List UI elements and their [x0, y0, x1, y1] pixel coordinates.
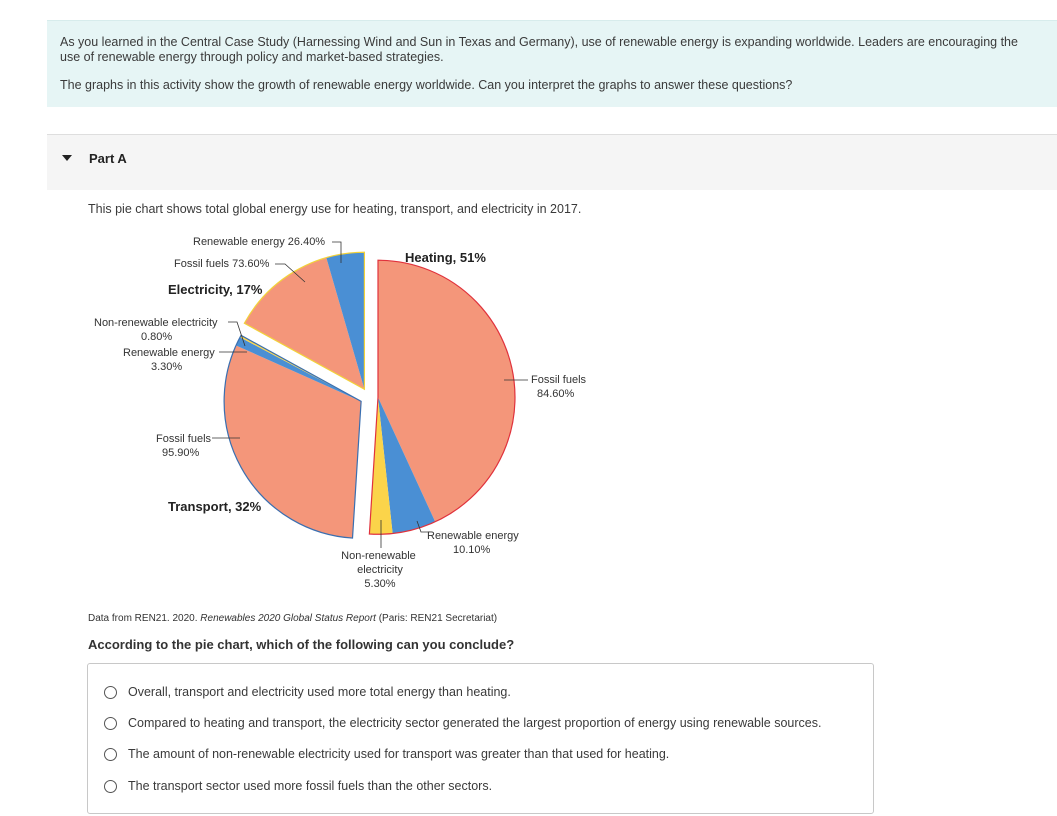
answer-option-1[interactable]	[104, 684, 511, 700]
radio-button-icon[interactable]	[104, 780, 117, 793]
label-electricity-renewable: Renewable energy 26.40%	[193, 236, 326, 248]
label-transport-fossil: Fossil fuels	[156, 433, 212, 445]
label-transport-nonrenewable: Non-renewable electricity	[94, 317, 218, 329]
value-heating-renewable: 10.10%	[453, 544, 491, 556]
label-heating-renewable: Renewable energy	[427, 530, 519, 542]
source-prefix: Data from REN21. 2020.	[88, 613, 201, 624]
source-suffix: (Paris: REN21 Secretariat)	[375, 613, 498, 624]
value-transport-renewable: 3.30%	[151, 361, 183, 373]
answer-option-text: Overall, transport and electricity used more total energy than heating.	[128, 685, 511, 699]
data-source	[88, 613, 497, 624]
radio-button-icon[interactable]	[104, 748, 117, 761]
answer-option-text: Compared to heating and transport, the electricity sector generated the largest proportion of energy using renewable sources.	[128, 716, 822, 730]
sector-label-transport: Transport, 32%	[168, 499, 262, 514]
answer-option-text: The transport sector used more fossil fuels than the other sectors.	[128, 779, 493, 793]
sector-label-heating: Heating, 51%	[405, 250, 486, 265]
answer-option-3[interactable]	[104, 746, 669, 762]
value-heating-nonrenewable: 5.30%	[364, 578, 396, 590]
chart-caption: This pie chart shows total global energy use for heating, transport, and electricity in 2017.	[88, 202, 582, 216]
question-text: According to the pie chart, which of the following can you conclude?	[88, 637, 515, 652]
answer-option-2[interactable]	[104, 715, 821, 731]
intro-paragraph-2: The graphs in this activity show the growth of renewable energy worldwide. Can you interpret the graphs to answer these questions?	[60, 78, 793, 92]
value-heating-fossil: 84.60%	[537, 388, 575, 400]
value-transport-fossil: 95.90%	[162, 447, 200, 459]
value-transport-nonrenewable: 0.80%	[141, 331, 173, 343]
intro-paragraph-1: As you learned in the Central Case Study (Harnessing Wind and Sun in Texas and Germany), use of renewable energy is expanding worldwide. Leaders are encouraging the use of renewable energy through policy and market-based strategies.	[60, 35, 1018, 64]
label-transport-renewable: Renewable energy	[123, 347, 215, 359]
sector-label-electricity: Electricity, 17%	[168, 282, 263, 297]
label-heating-fossil: Fossil fuels	[531, 374, 587, 386]
label-heating-nonrenewable: Non-renewable electricity	[341, 550, 416, 576]
radio-button-icon[interactable]	[104, 686, 117, 699]
answer-options	[87, 663, 874, 814]
source-title: Renewables 2020 Global Status Report	[200, 613, 376, 624]
radio-button-icon[interactable]	[104, 717, 117, 730]
answer-option-text: The amount of non-renewable electricity used for transport was greater than that used for heating.	[128, 747, 670, 761]
part-title: Part A	[89, 151, 127, 166]
label-electricity-fossil: Fossil fuels 73.60%	[174, 258, 270, 270]
answer-option-4[interactable]	[104, 778, 492, 794]
